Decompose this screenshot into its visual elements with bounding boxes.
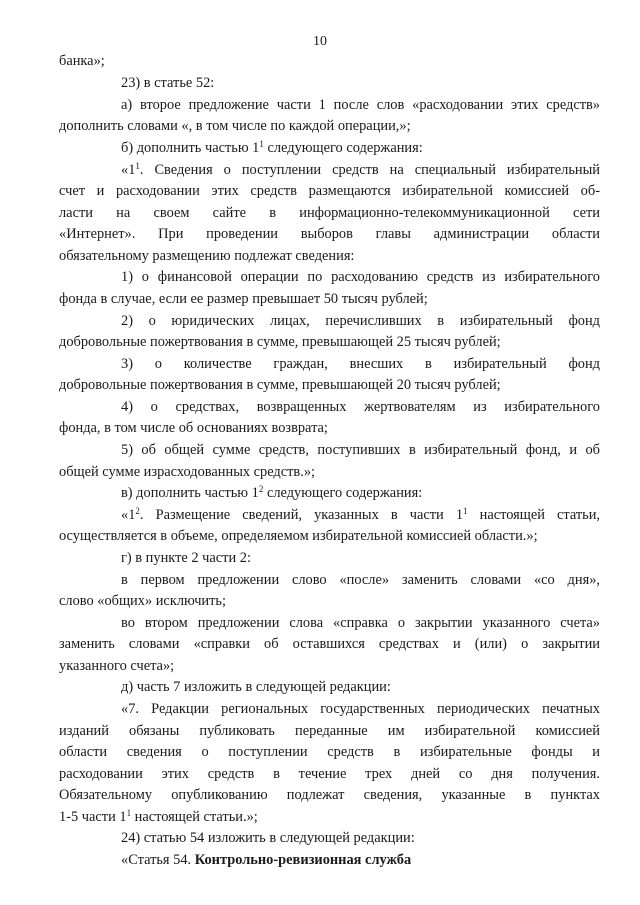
text-line: 5) об общей сумме средств, поступивших в избирательный фонд, и об	[121, 442, 600, 458]
text-line: в первом предложении слово «после» заменить словами «со дня»,	[121, 572, 600, 588]
text-line: д) часть 7 изложить в следующей редакции:	[121, 679, 391, 695]
text-line: 1-5 части $1^1$ настоящей статьи.»;	[59, 808, 258, 825]
text-line: указанного счета»;	[59, 658, 175, 674]
text-line	[59, 893, 600, 896]
text-line: банка»;	[59, 53, 105, 69]
text-line: добровольные пожертвования в сумме, превышающей 25 тысяч рублей;	[59, 334, 501, 350]
text-line: ласти на своем сайте в информационно-телекоммуникационной сети	[59, 205, 600, 221]
text-line: расходовании этих средств в течение трех дней со дня получения.	[59, 766, 600, 782]
text-line: заменить словами «справки об оставшихся средствах и (или) о закрытии	[59, 636, 600, 652]
text-line: фонда в случае, если ее размер превышает 50 тысяч рублей;	[59, 291, 428, 307]
text-line: «7. Редакции региональных государственных периодических печатных	[121, 701, 600, 717]
text-line: 23) в статье 52:	[121, 75, 215, 91]
text-line: Обязательному опубликованию подлежат сведения, указанные в пунктах	[59, 787, 600, 803]
text-line: «$1^2$. Размещение сведений, указанных в части $1^1$ настоящей статьи,	[121, 506, 601, 523]
text-line: во втором предложении слова «справка о закрытии указанного счета»	[121, 615, 600, 631]
text-line: а) второе предложение части 1 после слов «расходовании этих средств»	[121, 97, 600, 113]
text-line: фонда, в том числе об основаниях возврата;	[59, 420, 328, 436]
text-line: 1) о финансовой операции по расходованию средств из избирательного	[121, 269, 600, 285]
text-line: изданий обязаны публиковать переданные им избирательной комиссией	[59, 723, 600, 739]
text-line: 4) о средствах, возвращенных жертвователям из избирательного	[121, 399, 600, 415]
text-line: б) дополнить частью $1^1$ следующего содержания:	[121, 139, 423, 156]
text-line: области сведения о поступлении средств в избирательные фонды и	[59, 744, 600, 760]
text-line: дополнить словами «, в том числе по каждой операции,»;	[59, 118, 411, 134]
page-number: 10	[313, 34, 327, 49]
text-line: общей сумме израсходованных средств.»;	[59, 464, 316, 480]
text-line: добровольные пожертвования в сумме, превышающей 20 тысяч рублей;	[59, 377, 501, 393]
text-line: осуществляется в объеме, определяемом избирательной комиссией области.»;	[59, 528, 538, 544]
text-line: 24) статью 54 изложить в следующей редакции:	[121, 830, 415, 846]
text-line: 2) о юридических лицах, перечисливших в избирательный фонд	[121, 313, 600, 329]
text-line: «Интернет». При проведении выборов главы администрации области	[59, 226, 600, 242]
text-line: 3) о количестве граждан, внесших в избирательный фонд	[121, 356, 600, 372]
article-heading: «Статья 54. Контрольно-ревизионная служба	[121, 852, 412, 868]
text-line: в) дополнить частью $1^2$ следующего содержания:	[121, 484, 423, 501]
text-line: «$1^1$. Сведения о поступлении средств на специальный избирательный	[121, 161, 600, 178]
text-line: обязательному размещению подлежат сведения:	[59, 248, 355, 264]
text-line: г) в пункте 2 части 2:	[121, 550, 251, 566]
text-line: слово «общих» исключить;	[59, 593, 226, 609]
text-line: счет и расходовании этих средств размещаются избирательной комиссией об-	[59, 183, 600, 199]
